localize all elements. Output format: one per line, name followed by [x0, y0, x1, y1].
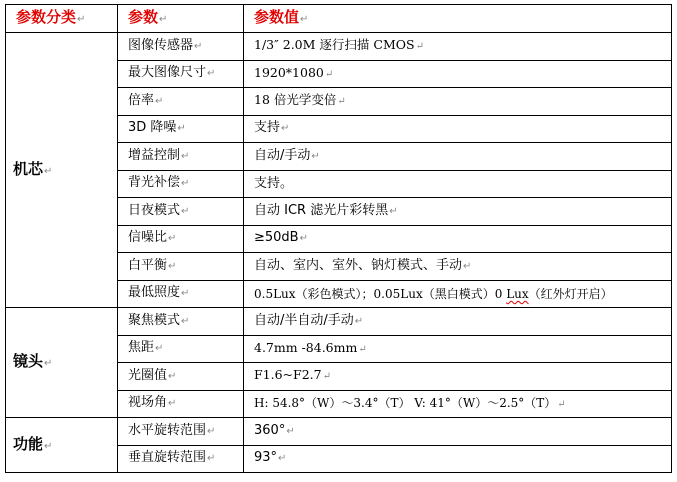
value-cell: 0.5Lux（彩色模式）；0.05Lux（黑白模式）0 Lux（红外灯开启）	[244, 280, 672, 308]
value-cell: 93°↵	[244, 445, 672, 473]
param-cell: 聚焦模式↵	[118, 308, 244, 336]
value-cell: 支持。	[244, 170, 672, 198]
value-cell: 18 倍光学变倍↵	[244, 88, 672, 116]
param-cell: 信噪比↵	[118, 225, 244, 253]
param-cell: 背光补偿↵	[118, 170, 244, 198]
param-cell: 日夜模式↵	[118, 198, 244, 226]
param-cell: 增益控制↵	[118, 143, 244, 171]
param-cell: 最大图像尺寸↵	[118, 60, 244, 88]
param-cell: 光圈值↵	[118, 363, 244, 391]
table-row	[6, 33, 672, 61]
spec-table	[5, 4, 672, 473]
value-cell: H: 54.8°（W）～3.4°（T） V: 41°（W）～2.5°（T）↵	[244, 390, 672, 418]
param-cell: 视场角↵	[118, 390, 244, 418]
param-cell: 垂直旋转范围↵	[118, 445, 244, 473]
value-cell: 4.7mm -84.6mm↵	[244, 335, 672, 363]
param-cell: 白平衡↵	[118, 253, 244, 281]
value-cell: 支持↵	[244, 115, 672, 143]
header-value: 参数值↵	[244, 5, 672, 33]
table-row	[6, 418, 672, 446]
param-cell: 焦距↵	[118, 335, 244, 363]
value-cell: 自动、室内、室外、钠灯模式、手动↵	[244, 253, 672, 281]
category-cell-core: 机芯↵	[6, 33, 118, 308]
value-cell: 自动/手动↵	[244, 143, 672, 171]
table-row	[6, 308, 672, 336]
param-cell: 水平旋转范围↵	[118, 418, 244, 446]
category-cell-lens: 镜头↵	[6, 308, 118, 418]
value-cell: ≥50dB↵	[244, 225, 672, 253]
header-param: 参数↵	[118, 5, 244, 33]
value-cell: 1/3″ 2.0M 逐行扫描 CMOS↵	[244, 33, 672, 61]
header-category: 参数分类↵	[6, 5, 118, 33]
value-cell: 自动/半自动/手动↵	[244, 308, 672, 336]
value-cell: 1920*1080↵	[244, 60, 672, 88]
spellcheck-underline: Lux	[506, 286, 529, 301]
value-cell: 360°↵	[244, 418, 672, 446]
category-cell-function: 功能↵	[6, 418, 118, 473]
table-header-row	[6, 5, 672, 33]
param-cell: 最低照度↵	[118, 280, 244, 308]
param-cell: 3D 降噪↵	[118, 115, 244, 143]
value-cell: 自动 ICR 滤光片彩转黑↵	[244, 198, 672, 226]
param-cell: 图像传感器↵	[118, 33, 244, 61]
param-cell: 倍率↵	[118, 88, 244, 116]
value-cell: F1.6~F2.7↵	[244, 363, 672, 391]
